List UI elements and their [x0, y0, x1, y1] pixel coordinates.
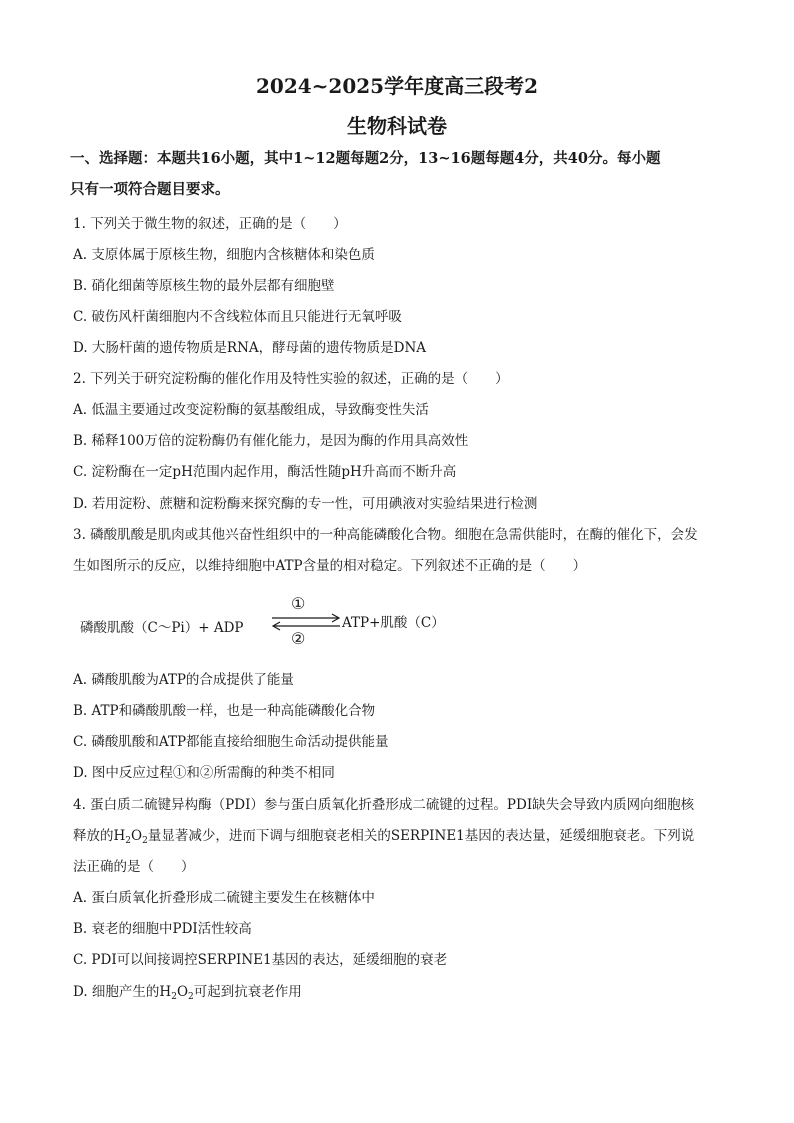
q3-option-c: C. 磷酸肌酸和ATP都能直接给细胞生命活动提供能量 — [73, 734, 389, 750]
q4-stem-line2-pre: 释放的H — [73, 828, 126, 844]
q4-option-b: B. 衰老的细胞中PDI活性较高 — [73, 921, 252, 937]
subscript: 2 — [142, 836, 148, 846]
reaction-label-forward: ① — [291, 594, 306, 613]
q2-option-a: A. 低温主要通过改变淀粉酶的氨基酸组成，导致酶变性失活 — [73, 402, 429, 418]
q4-stem-line2-post: 量显著减少，进而下调与细胞衰老相关的SERPINE1基因的表达量，延缓细胞衰老。下列说 — [147, 828, 695, 844]
reaction-reactants: 磷酸肌酸（C～Pi）+ ADP — [80, 620, 244, 636]
q4-stem-line3: 法正确的是（ ） — [73, 859, 195, 875]
q3-stem-line2: 生如图所示的反应，以维持细胞中ATP含量的相对稳定。下列叙述不正确的是（ ） — [73, 558, 587, 574]
q2-option-c: C. 淀粉酶在一定pH范围内起作用，酶活性随pH升高而不断升高 — [73, 464, 457, 480]
subscript: 2 — [125, 836, 132, 846]
exam-subject: 生物科试卷 — [347, 114, 447, 138]
q4-option-d-post: 可起到抗衰老作用 — [193, 984, 302, 1000]
q4-option-d-pre: D. 细胞产生的H — [73, 984, 172, 1000]
reaction-products: ATP+肌酸（C） — [342, 615, 445, 631]
exam-title: 2024~2025学年度高三段考2 — [255, 74, 538, 98]
q3-stem-line1: 3. 磷酸肌酸是肌肉或其他兴奋性组织中的一种高能磷酸化合物。细胞在急需供能时，在酶的催化下，会发 — [73, 527, 698, 543]
q4-option-a: A. 蛋白质氧化折叠形成二硫键主要发生在核糖体中 — [73, 890, 375, 906]
q4-option-d-mid: O — [176, 984, 189, 1000]
q3-option-b: B. ATP和磷酸肌酸一样，也是一种高能磷酸化合物 — [73, 703, 376, 719]
reaction-label-reverse: ② — [291, 629, 306, 648]
q3-option-a: A. 磷酸肌酸为ATP的合成提供了能量 — [73, 672, 294, 688]
reaction-diagram — [80, 594, 480, 654]
q1-option-d: D. 大肠杆菌的遗传物质是RNA，酵母菌的遗传物质是DNA — [73, 340, 427, 356]
q2-stem: 2. 下列关于研究淀粉酶的催化作用及特性实验的叙述，正确的是（ ） — [73, 371, 509, 387]
q2-option-d: D. 若用淀粉、蔗糖和淀粉酶来探究酶的专一性，可用碘液对实验结果进行检测 — [73, 496, 538, 512]
reversible-arrow-icon — [270, 612, 342, 632]
q1-stem: 1. 下列关于微生物的叙述，正确的是（ ） — [73, 216, 347, 232]
q4-stem-line2 — [73, 826, 733, 851]
section-heading-line2: 只有一项符合题目要求。 — [70, 181, 230, 198]
subscript: 2 — [188, 992, 194, 1002]
q1-option-a: A. 支原体属于原核生物，细胞内含核糖体和染色质 — [73, 247, 375, 263]
subscript: 2 — [171, 992, 177, 1002]
q2-option-b: B. 稀释100万倍的淀粉酶仍有催化能力，是因为酶的作用具高效性 — [73, 433, 469, 449]
section-heading-line1: 一、选择题：本题共16小题，其中1~12题每题2分，13~16题每题4分，共40分。每小题 — [70, 150, 661, 167]
q1-option-c: C. 破伤风杆菌细胞内不含线粒体而且只能进行无氧呼吸 — [73, 309, 402, 325]
q4-stem-line2-mid: O — [131, 828, 143, 844]
q4-option-c: C. PDI可以间接调控SERPINE1基因的表达，延缓细胞的衰老 — [73, 952, 448, 968]
q4-stem-line1: 4. 蛋白质二硫键异构酶（PDI）参与蛋白质氧化折叠形成二硫键的过程。PDI缺失会导致内质网向细胞核 — [73, 797, 695, 813]
q1-option-b: B. 硝化细菌等原核生物的最外层都有细胞壁 — [73, 278, 335, 294]
q3-option-d: D. 图中反应过程①和②所需酶的种类不相同 — [73, 765, 335, 781]
q4-option-d — [73, 982, 733, 1007]
